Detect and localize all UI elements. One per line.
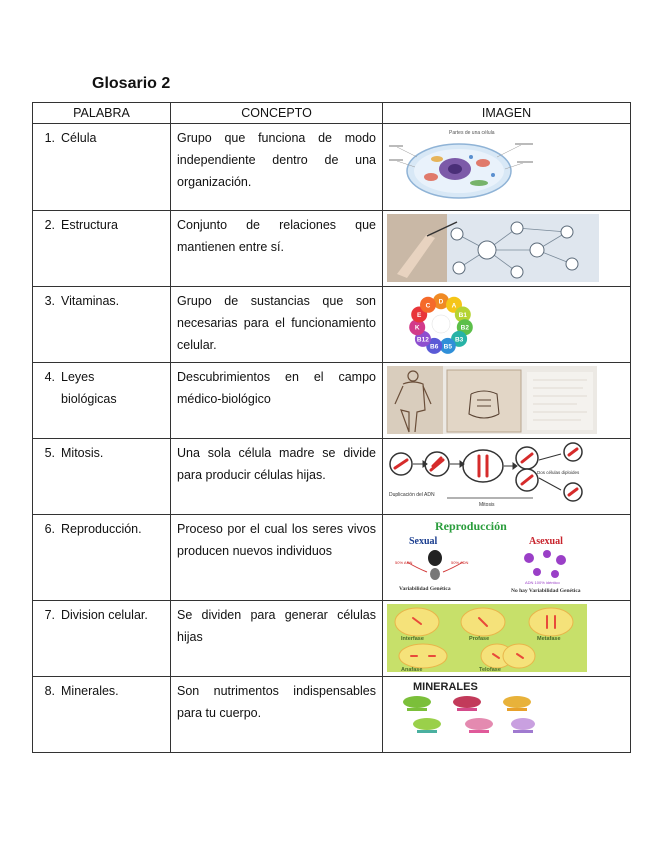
image-cell — [383, 124, 631, 211]
vitamin-letter: B1 — [458, 312, 467, 319]
word-text: Vitaminas. — [61, 294, 120, 308]
anatomy-drawings-image — [387, 366, 597, 434]
vitamin-letter: B2 — [460, 324, 469, 332]
concept-cell: Grupo de sustancias que son necesarias para el funcionamiento celular. — [171, 287, 383, 363]
table-row — [33, 287, 631, 363]
vitamin-letter: A — [451, 302, 457, 310]
concept-cell: Grupo que funciona de modo independiente dentro de una organización. — [171, 124, 383, 211]
row-number: 7. — [44, 608, 55, 622]
reproduction-sexual-label: Sexual — [409, 536, 438, 547]
word-cell — [33, 677, 171, 753]
table-row — [33, 363, 631, 439]
table-row — [33, 601, 631, 677]
word-text: Mitosis. — [61, 446, 104, 460]
image-cell — [383, 363, 631, 439]
phase-label-metafase: Metafase — [537, 636, 561, 642]
minerals-title: MINERALES — [413, 681, 478, 693]
word-text: Célula — [61, 131, 97, 145]
reproduction-image — [387, 518, 593, 596]
table-header-row — [33, 103, 631, 124]
phase-label-profase: Profase — [469, 636, 490, 642]
image-cell — [383, 439, 631, 515]
vitamin-letter: B6 — [430, 343, 439, 351]
vitamin-letter: C — [425, 302, 431, 310]
word-cell — [33, 363, 171, 439]
concept-cell: Se dividen para generar células hijas — [171, 601, 383, 677]
vitamin-letter: B3 — [454, 336, 464, 344]
table-row — [33, 677, 631, 753]
reproduction-mid-left: 50% ADN — [395, 560, 413, 565]
glossary-table — [32, 102, 631, 753]
cell-diagram-image — [387, 127, 537, 203]
column-header-concepto: CONCEPTO — [171, 103, 383, 124]
word-text: Division celular. — [61, 608, 148, 622]
word-text: Reproducción. — [61, 522, 142, 536]
reproduction-asexual-label: Asexual — [529, 536, 563, 547]
phase-label-telofase: Telofase — [479, 667, 501, 672]
row-number: 4. — [44, 370, 55, 384]
table-row — [33, 439, 631, 515]
reproduction-title: Reproducción — [435, 519, 507, 533]
concept-cell: Son nutrimentos indispensables para tu cuerpo. — [171, 677, 383, 753]
word-cell — [33, 601, 171, 677]
word-cell — [33, 287, 171, 363]
vitamin-letter: B12 — [416, 336, 429, 344]
mitosis-label-mitosis: Mitosis — [479, 502, 495, 508]
image-cell — [383, 211, 631, 287]
row-number: 3. — [44, 294, 55, 308]
table-row — [33, 124, 631, 211]
concept-cell: Conjunto de relaciones que mantienen entre sí. — [171, 211, 383, 287]
cell-heading-text: Partes de una célula — [449, 130, 495, 136]
row-number: 8. — [44, 684, 55, 698]
mitosis-label-duplication: Duplicación del ADN — [389, 492, 435, 498]
word-cell — [33, 211, 171, 287]
concept-cell: Descubrimientos en el campo médico-biológico — [171, 363, 383, 439]
row-number: 5. — [44, 446, 55, 460]
image-cell — [383, 515, 631, 601]
mitosis-label-daughters: Dos células diploides — [537, 470, 580, 475]
vitamin-letter: K — [414, 324, 420, 332]
table-row — [33, 515, 631, 601]
reproduction-note-left: Variabilidad Genética — [399, 586, 451, 592]
image-cell — [383, 677, 631, 753]
vitamin-letter: B5 — [443, 343, 452, 351]
vitamin-letter: E — [417, 312, 422, 319]
page-title: Glosario 2 — [92, 75, 171, 92]
structure-network-image — [387, 214, 599, 282]
vitamin-letter: D — [438, 298, 444, 306]
table-row — [33, 211, 631, 287]
image-cell — [383, 287, 631, 363]
reproduction-asexual-mid: ADN 100% idéntico — [525, 580, 560, 585]
column-header-palabra: PALABRA — [33, 103, 171, 124]
image-cell — [383, 601, 631, 677]
minerals-image — [387, 680, 547, 746]
row-number: 6. — [44, 522, 55, 536]
word-text: Leyes biológicas — [61, 370, 117, 406]
cell-division-image — [387, 604, 587, 672]
row-number: 2. — [44, 218, 55, 232]
column-header-imagen: IMAGEN — [383, 103, 631, 124]
word-cell — [33, 124, 171, 211]
reproduction-mid-right: 50% ADN — [451, 560, 469, 565]
phase-label-interfase: Interfase — [401, 636, 424, 642]
concept-cell: Proceso por el cual los seres vivos producen nuevos individuos — [171, 515, 383, 601]
word-cell — [33, 439, 171, 515]
word-text: Minerales. — [61, 684, 119, 698]
phase-label-anafase: Anafase — [401, 667, 423, 672]
concept-cell: Una sola célula madre se divide para producir células hijas. — [171, 439, 383, 515]
word-text: Estructura — [61, 218, 118, 232]
mitosis-diagram-image — [387, 442, 593, 510]
reproduction-note-right: No hay Variabilidad Genética — [511, 588, 581, 594]
word-cell — [33, 515, 171, 601]
row-number: 1. — [44, 131, 55, 145]
vitamins-wheel-image — [387, 290, 497, 358]
